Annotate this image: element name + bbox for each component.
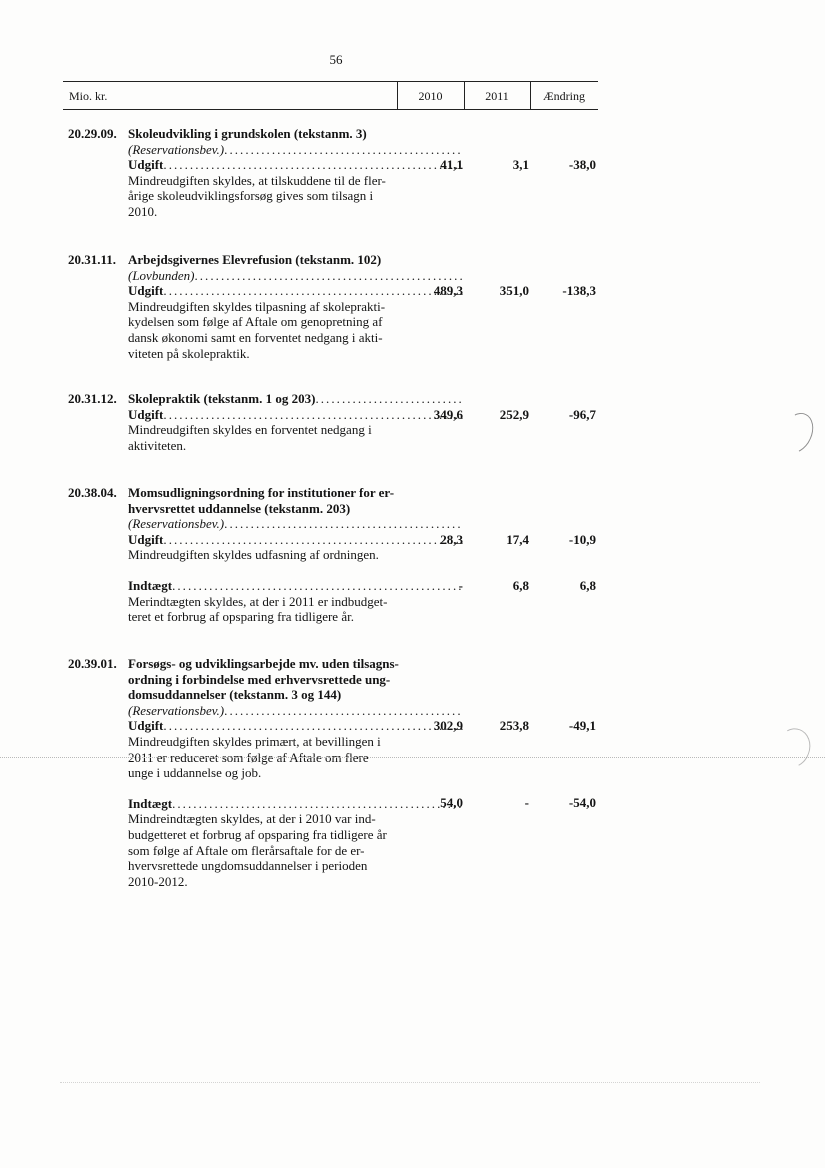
- page-number: 56: [329, 52, 343, 67]
- value-change: -138,3: [562, 283, 596, 298]
- account-code: 20.39.01.: [68, 656, 117, 671]
- value-change: -10,9: [568, 532, 596, 547]
- account-code: 20.38.04.: [68, 485, 117, 500]
- row-description: Mindreudgiften skyldes primært, at bevillingen i 2011 er reduceret som følge af Aftale om flere unge i uddannelse og job.: [128, 733, 381, 781]
- header-2011: 2011: [485, 89, 509, 103]
- row-label: Udgift . . .: [128, 157, 463, 173]
- value-2010: 489,3: [433, 283, 463, 298]
- appropriation-type: (Reservationsbev.) . . .: [128, 516, 463, 532]
- column-header: [63, 81, 598, 110]
- row-label: Udgift . . .: [128, 718, 463, 734]
- value-2011: 351,0: [499, 283, 529, 298]
- value-2010: 54,0: [440, 795, 463, 810]
- appropriation-type: (Lovbunden) . . .: [128, 268, 463, 284]
- header-change: Ændring: [543, 89, 585, 103]
- header-2010: 2010: [418, 89, 443, 103]
- section-title: Skoleudvikling i grundskolen (tekstanm. 3): [128, 126, 367, 141]
- row-label: Udgift . . .: [128, 407, 463, 423]
- value-2011: 253,8: [499, 718, 529, 733]
- row-description: Mindreudgiften skyldes, at tilskuddene til de fler- årige skoleudviklingsforsøg gives som tilsagn i 2010.: [128, 172, 386, 219]
- value-2010: 349,6: [433, 407, 463, 422]
- section-title: Momsudligningsordning for institutioner for er- hvervsrettet uddannelse (tekstanm. 203): [128, 485, 395, 516]
- account-code: 20.31.12.: [68, 391, 117, 406]
- appropriation-type: (Reservationsbev.) . . .: [128, 703, 463, 719]
- scan-artifact-line: [60, 1082, 760, 1083]
- value-2011: 17,4: [506, 532, 529, 547]
- account-code: 20.29.09.: [68, 126, 117, 141]
- row-description: Mindreudgiften skyldes en forventet nedgang i aktiviteten.: [128, 422, 372, 453]
- row-label: Indtægt . . .: [128, 796, 463, 812]
- scan-artifact-line: [0, 757, 825, 758]
- value-change: -96,7: [568, 407, 596, 422]
- row-description: Merindtægten skyldes, at der i 2011 er indbudget- teret et forbrug af opsparing fra tidligere år.: [128, 593, 388, 625]
- row-description: Mindreudgiften skyldes udfasning af ordningen.: [128, 547, 379, 563]
- row-description: Mindreudgiften skyldes tilpasning af skoleprakti- kydelsen som følge af Aftale om genopretning af dansk økonomi samt en forventet nedgang i akti- viteten på skolepraktik.: [128, 298, 386, 361]
- row-description: Mindreindtægten skyldes, at der i 2010 var ind- budgetteret et forbrug af opsparing fra tidligere år som følge af Aftale om flerårsaftale for de er- hvervsrettede ungdomsuddannelser i perioden 2010-2012.: [128, 811, 387, 889]
- header-label: Mio. kr.: [69, 89, 108, 103]
- section-title: Skolepraktik (tekstanm. 1 og 203) . . .: [128, 391, 463, 407]
- value-2011: 3,1: [512, 157, 529, 172]
- value-change: -38,0: [568, 157, 596, 172]
- value-2010: 302,9: [433, 718, 463, 733]
- account-code: 20.31.11.: [68, 252, 117, 267]
- value-2011: 252,9: [499, 407, 529, 422]
- value-change: -49,1: [568, 718, 596, 733]
- punch-hole-mark: [770, 723, 816, 772]
- value-2010: 41,1: [440, 157, 463, 172]
- row-label: Udgift . . .: [128, 283, 463, 299]
- row-label: Indtægt . . .: [128, 578, 463, 594]
- value-2010: -: [458, 578, 463, 593]
- punch-hole-mark: [775, 408, 820, 459]
- section-title: Arbejdsgivernes Elevrefusion (tekstanm. 102): [128, 252, 382, 267]
- value-2011: 6,8: [512, 578, 529, 593]
- value-change: 6,8: [579, 578, 596, 593]
- value-2010: 28,3: [440, 532, 463, 547]
- value-change: -54,0: [568, 795, 596, 810]
- row-label: Udgift . . .: [128, 532, 463, 548]
- appropriation-type: (Reservationsbev.) . . .: [128, 142, 463, 158]
- section-title: Forsøgs- og udviklingsarbejde mv. uden tilsagns- ordning i forbindelse med erhvervsrettede ung- domsuddannelser (tekstanm. 3 og 144): [128, 656, 399, 703]
- value-2011: -: [524, 795, 529, 810]
